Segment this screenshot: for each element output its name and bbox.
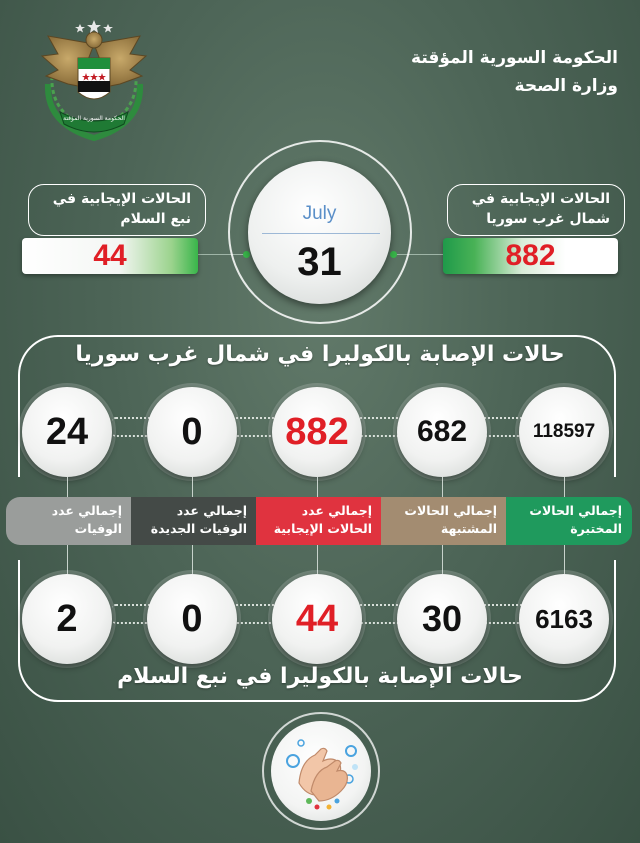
ministry-name: وزارة الصحة (514, 76, 618, 96)
northwest-suspected-cases: 682 (397, 387, 487, 477)
nabaa-total-deaths: 2 (22, 574, 112, 664)
nabaa-tested-cases: 6163 (519, 574, 609, 664)
cat-line-4-top (442, 477, 443, 497)
cat-line-3-top (317, 477, 318, 497)
nabaa-section-title: حالات الإصابة بالكوليرا في نبع السلام (117, 664, 523, 689)
category-tested-cases: إجمالي الحالات المختبرة (506, 497, 632, 545)
cat-line-1-top (67, 477, 68, 497)
nabaa-positive-label: الحالات الإيجابية في نبع السلام (28, 184, 206, 236)
category-positive-cases: إجمالي عدد الحالات الإيجابية (256, 497, 382, 545)
date-month: July (302, 203, 337, 224)
cat-line-2-top (192, 477, 193, 497)
northwest-total-deaths: 24 (22, 387, 112, 477)
date-divider (262, 233, 380, 234)
cat-line-5-top (564, 477, 565, 497)
nabaa-positive-value: 44 (22, 238, 198, 274)
category-total-deaths: إجمالي عدد الوفيات (6, 497, 132, 545)
emblem-logo (28, 14, 160, 146)
nabaa-positive-cases: 44 (272, 574, 362, 664)
nabaa-new-deaths: 0 (147, 574, 237, 664)
hand-washing-icon (271, 721, 371, 821)
emblem-ribbon-text: الحكومة السورية المؤقتة (63, 115, 125, 122)
nabaa-suspected-cases: 30 (397, 574, 487, 664)
category-suspected-cases: إجمالي الحالات المشتبهة (381, 497, 507, 545)
category-new-deaths: إجمالي عدد الوفيات الجديدة (131, 497, 257, 545)
header-title (411, 44, 618, 100)
northwest-positive-cases: 882 (272, 387, 362, 477)
date-day: 31 (297, 240, 342, 284)
northwest-section-title: حالات الإصابة بالكوليرا في شمال غرب سوريا (75, 342, 565, 367)
northwest-new-deaths: 0 (147, 387, 237, 477)
government-name: الحكومة السورية المؤقتة (411, 48, 618, 68)
northwest-positive-value: 882 (443, 238, 618, 274)
northwest-positive-label: الحالات الإيجابية في شمال غرب سوريا (447, 184, 625, 236)
syrian-eagle-emblem-icon (28, 14, 160, 146)
northwest-tested-cases: 118597 (519, 387, 609, 477)
